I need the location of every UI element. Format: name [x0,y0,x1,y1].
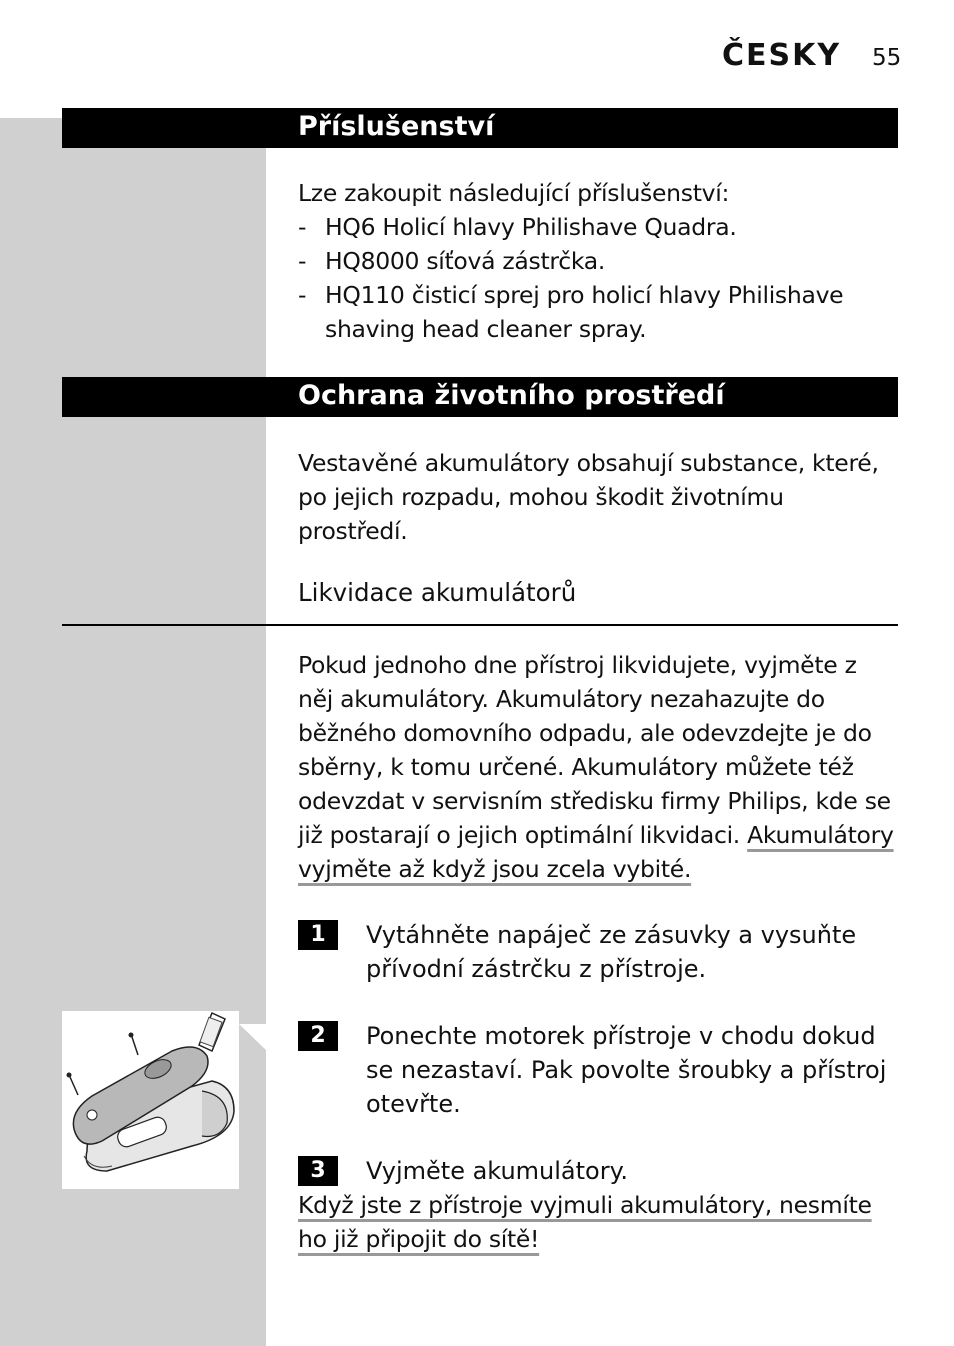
step-text: Vyjměte akumulátory. [366,1157,629,1185]
list-item-text: HQ110 čisticí sprej pro holicí hlavy Philishave shaving head cleaner spray. [325,281,844,343]
list-item: - HQ8000 síťová zástrčka. [298,247,606,275]
accessories-list [298,210,894,346]
list-item-text: HQ8000 síťová zástrčka. [325,247,606,275]
pointer-arrow-icon [239,1014,267,1054]
page-number: 55 [872,45,902,71]
list-item-text: HQ6 Holicí hlavy Philishave Quadra. [325,213,737,241]
step-text: Ponechte motorek přístroje v chodu dokud se nezastaví. Pak povolte šroubky a přístroj otevřte. [366,1022,887,1118]
final-warning-text: Když jste z přístroje vyjmuli akumulátory, nesmíte ho již připojit do sítě! [298,1191,872,1253]
step-text: Vytáhněte napáječ ze zásuvky a vysuňte přívodní zástrčku z přístroje. [366,921,857,983]
accessories-intro: Lze zakoupit následující příslušenství: [298,179,730,207]
shaver-opened-icon [62,1011,239,1189]
subheading-battery-disposal: Likvidace akumulátorů [298,578,577,607]
accessories-block [298,176,894,346]
section-bar-accessories [62,108,898,148]
list-item: - HQ110 čisticí sprej pro holicí hlavy Philishave shaving head cleaner spray. [298,281,844,343]
environment-paragraph: Vestavěné akumulátory obsahují substance, které, po jejich rozpadu, mohou škodit životnímu prostředí. [298,449,879,545]
step-3 [298,1154,894,1188]
final-warning [298,1188,894,1256]
section-title-environment: Ochrana životního prostředí [298,380,725,411]
disposal-text: Pokud jednoho dne přístroj likvidujete, vyjměte z něj akumulátory. Akumulátory nezahazujte do běžného domovního odpadu, ale odevzdejte je do sběrny, k tomu určené. Akumulátory můžete též odevzdat v servisním středisku firmy Philips, kde se již postarají o jejich optimální likvidaci. [298,651,891,849]
section-rule [62,624,898,626]
section-title-accessories: Příslušenství [298,111,495,142]
disposal-note: Akumulátory vyjměte až když jsou zcela vybité. [298,821,894,883]
list-item: - HQ6 Holicí hlavy Philishave Quadra. [298,213,737,241]
step-number: 3 [298,1156,338,1186]
step-number: 2 [298,1021,338,1051]
step-number: 1 [298,920,338,950]
language-header: ČESKY [722,38,842,73]
step-2 [298,1019,894,1121]
disposal-block [298,648,894,886]
section-bar-environment [62,377,898,417]
step-1 [298,918,894,986]
